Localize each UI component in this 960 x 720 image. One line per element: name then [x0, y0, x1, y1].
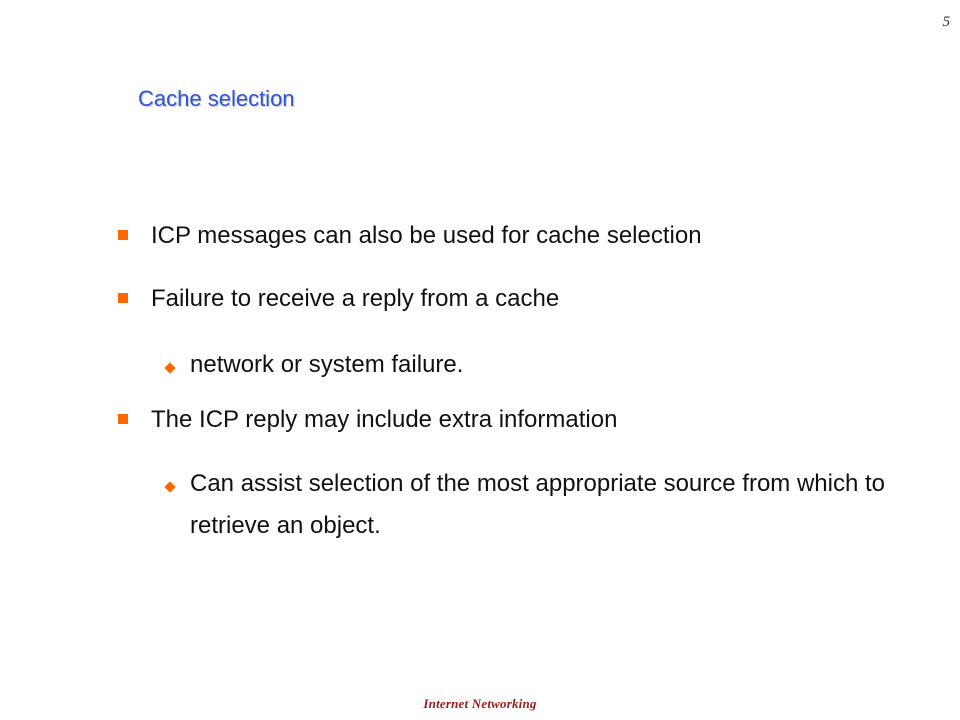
square-bullet-icon — [118, 230, 128, 240]
sub-bullet-text: network or system failure. — [190, 351, 464, 378]
sub-bullet-text: Can assist selection of the most appropriate source from which to retrieve an object. — [190, 470, 885, 539]
bullet-item-3 — [118, 406, 617, 434]
diamond-bullet-icon — [164, 362, 176, 374]
footer-text: Internet Networking — [423, 696, 537, 711]
diamond-bullet-icon — [164, 481, 176, 493]
bullet-text: ICP messages can also be used for cache selection — [151, 222, 702, 249]
page-number: 5 — [942, 14, 950, 30]
square-bullet-icon — [118, 293, 128, 303]
slide-title: Cache selection — [138, 86, 295, 111]
square-bullet-icon — [118, 414, 128, 424]
sub-bullet-item-2 — [164, 471, 890, 547]
bullet-item-1 — [118, 222, 702, 250]
bullet-item-2 — [118, 285, 559, 313]
bullet-text: The ICP reply may include extra information — [151, 406, 618, 433]
bullet-text: Failure to receive a reply from a cache — [151, 285, 560, 312]
sub-bullet-item-1 — [164, 352, 890, 386]
